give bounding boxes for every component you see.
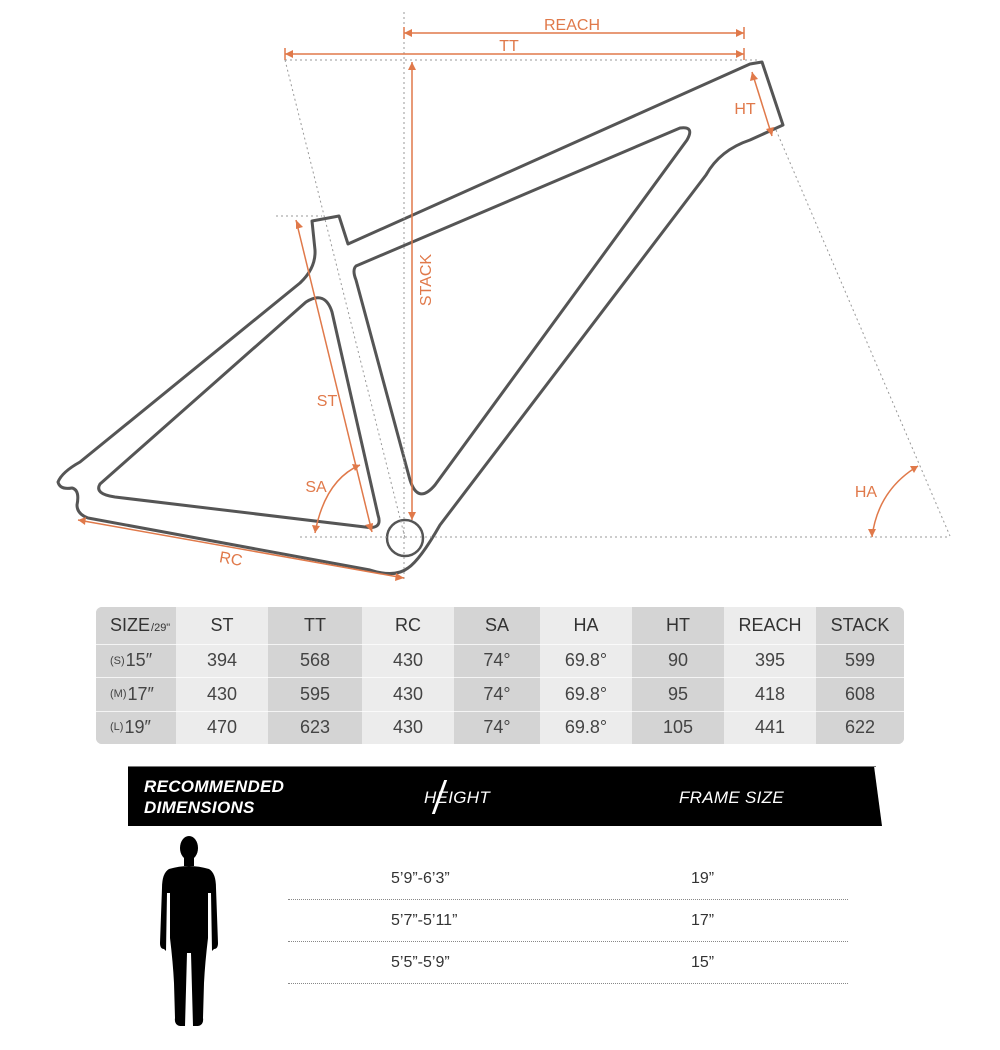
size-prefix: (M) [110, 688, 127, 701]
person-silhouette-icon [158, 833, 220, 1028]
table-cell: 74° [454, 644, 540, 677]
table-cell: 69.8° [540, 677, 632, 710]
column-header: SA [484, 615, 509, 636]
size-prefix: (L) [110, 721, 124, 734]
recommendation-row [288, 902, 848, 942]
frame-size-value: 15” [691, 954, 715, 971]
tt-label: TT [499, 38, 519, 55]
table-cell: 441 [724, 711, 816, 744]
height-value: 5’7”-5’11” [391, 912, 458, 929]
frame-size-value: 19” [691, 870, 715, 887]
size-header-text: SIZE [110, 615, 151, 636]
table-cell: 430 [362, 644, 454, 677]
size-cell-l [96, 711, 176, 744]
height-header: HEIGHT [424, 788, 491, 807]
size-value: 17″ [127, 683, 154, 704]
table-cell: 69.8° [540, 644, 632, 677]
recommended-title-line2: DIMENSIONS [144, 798, 255, 817]
ha-arc [872, 466, 918, 537]
size-header [96, 607, 176, 644]
column-header: RC [395, 615, 421, 636]
ha-column [540, 607, 632, 744]
table-cell: 568 [268, 644, 362, 677]
reach-column [724, 607, 816, 744]
table-cell: 105 [632, 711, 724, 744]
table-cell: 430 [362, 677, 454, 710]
size-prefix: (S) [110, 654, 125, 667]
ha-label: HA [854, 484, 878, 501]
table-cell: 470 [176, 711, 268, 744]
recommendation-row [288, 944, 848, 984]
sa-column [454, 607, 540, 744]
st-column [176, 607, 268, 744]
frame-size-header: FRAME SIZE [679, 788, 785, 807]
size-value: 19″ [124, 716, 151, 737]
table-cell: 74° [454, 677, 540, 710]
table-cell: 430 [176, 677, 268, 710]
stack-column [816, 607, 904, 744]
table-cell: 622 [816, 711, 904, 744]
column-header: HA [573, 615, 599, 636]
recommended-title-line1: RECOMMENDED [144, 777, 285, 796]
table-cell: 394 [176, 644, 268, 677]
column-header: TT [304, 615, 326, 636]
height-value: 5’9”-6’3” [391, 870, 450, 887]
rc-label: RC [217, 549, 244, 570]
reach-label: REACH [543, 17, 601, 34]
table-cell: 90 [632, 644, 724, 677]
table-cell: 608 [816, 677, 904, 710]
table-cell: 430 [362, 711, 454, 744]
frame-size-value: 17” [691, 912, 715, 929]
size-header-sub: /29" [151, 621, 171, 634]
table-cell: 74° [454, 711, 540, 744]
ht-label: HT [734, 101, 756, 118]
column-header: ST [210, 615, 234, 636]
column-header: STACK [830, 615, 890, 636]
table-cell: 595 [268, 677, 362, 710]
table-cell: 623 [268, 711, 362, 744]
size-value: 15″ [125, 650, 153, 671]
size-column [96, 607, 176, 744]
rc-column [362, 607, 454, 744]
size-cell-s [96, 644, 176, 677]
bike-frame [58, 62, 783, 574]
st-label: ST [316, 393, 338, 410]
sa-label: SA [305, 479, 327, 496]
banner-top-line [128, 766, 876, 767]
stack-label: STACK [418, 253, 435, 307]
column-header: REACH [738, 615, 802, 636]
recommendation-row [288, 860, 848, 900]
recommended-title [144, 776, 284, 818]
table-cell: 599 [816, 644, 904, 677]
column-header: HT [666, 615, 690, 636]
row-divider [288, 899, 848, 900]
table-cell: 395 [724, 644, 816, 677]
row-divider [288, 983, 848, 984]
ht-column [632, 607, 724, 744]
geometry-table [96, 607, 904, 744]
table-cell: 95 [632, 677, 724, 710]
size-cell-m [96, 677, 176, 710]
recommended-dimensions-banner [128, 766, 882, 826]
row-divider [288, 941, 848, 942]
tt-column [268, 607, 362, 744]
table-cell: 418 [724, 677, 816, 710]
table-cell: 69.8° [540, 711, 632, 744]
height-value: 5’5”-5’9” [391, 954, 450, 971]
